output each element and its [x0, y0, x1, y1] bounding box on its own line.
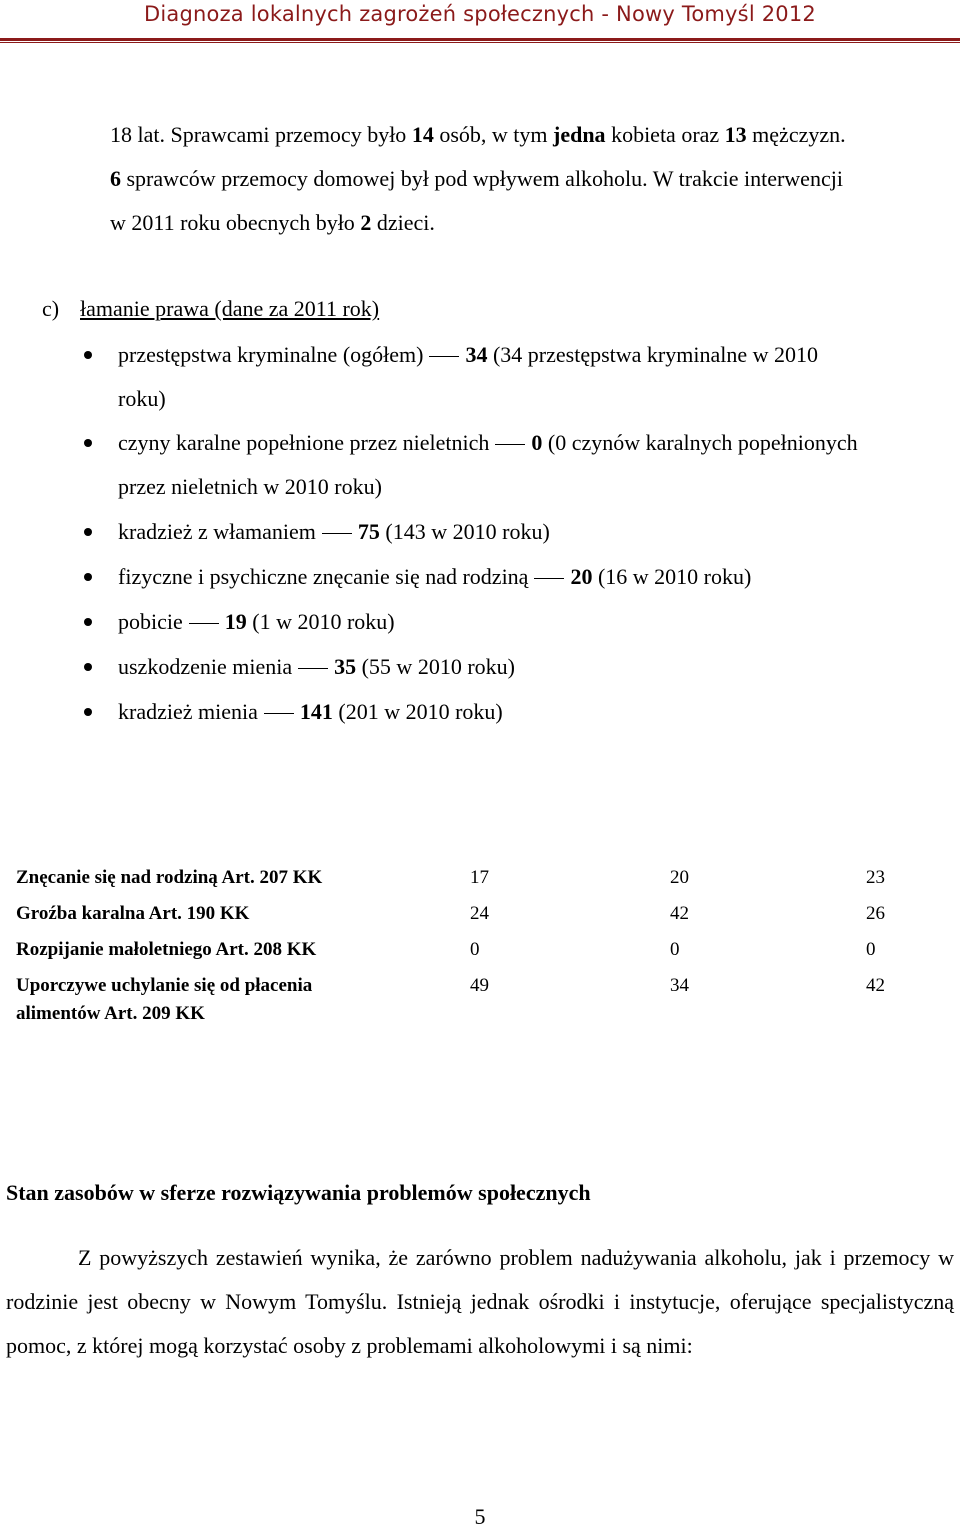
offences-table [16, 864, 885, 1028]
table-cell-value: 49 [470, 975, 489, 996]
table-cell-value: 42 [866, 975, 885, 996]
intro-line-2: 6 sprawców przemocy domowej był pod wpływem alkoholu. W trakcie interwencji [110, 166, 843, 191]
resources-heading: Stan zasobów w sferze rozwiązywania problemów społecznych [6, 1180, 591, 1205]
bullet-icon [84, 663, 92, 671]
list-item: kradzież mienia 141 (201 w 2010 roku) [118, 699, 503, 724]
table-cell-value: 42 [670, 903, 689, 924]
list-item: przestępstwa kryminalne (ogółem) 34 (34 przestępstwa kryminalne w 2010 [118, 342, 818, 367]
table-cell-value: 24 [470, 903, 489, 924]
table-cell-value: 0 [670, 939, 680, 960]
table-cell-name: Znęcanie się nad rodziną Art. 207 KK [16, 867, 323, 888]
intro-line-1: 18 lat. Sprawcami przemocy było 14 osób, w tym jedna kobieta oraz 13 mężczyzn. [110, 122, 846, 147]
page-header [0, 0, 960, 44]
list-item: fizyczne i psychiczne znęcanie się nad rodziną 20 (16 w 2010 roku) [118, 564, 752, 589]
table-cell-name: Rozpijanie małoletniego Art. 208 KK [16, 939, 317, 960]
list-item: kradzież z włamaniem 75 (143 w 2010 roku) [118, 519, 550, 544]
bullet-icon [84, 573, 92, 581]
table-cell-value: 34 [670, 975, 689, 996]
bullet-icon [84, 439, 92, 447]
list-item-continuation: roku) [118, 386, 166, 411]
resources-paragraph: Z powyższych zestawień wynika, że zarówno problem nadużywania alkoholu, jak i przemocy w rodzinie jest obecny w Nowym Tomyślu. Istnieją jednak ośrodki i instytucje, oferujące specjalistyczną pomoc, z której mogą korzystać osoby z problemami alkoholowymi i są nimi: [6, 1245, 954, 1358]
table-cell-value: 26 [866, 903, 885, 924]
table-cell-name: Groźba karalna Art. 190 KK [16, 903, 250, 924]
list-item-continuation: przez nieletnich w 2010 roku) [118, 474, 382, 499]
intro-line-3: w 2011 roku obecnych było 2 dzieci. [110, 210, 435, 235]
table-cell-name: Uporczywe uchylanie się od płacenia alimentów Art. 209 KK [16, 975, 313, 1024]
header-title: Diagnoza lokalnych zagrożeń społecznych - Nowy Tomyśl 2012 [144, 2, 816, 26]
bullet-icon [84, 708, 92, 716]
table-cell-value: 17 [470, 867, 489, 888]
bullet-icon [84, 351, 92, 359]
table-cell-value: 0 [866, 939, 876, 960]
table-row [16, 972, 885, 1028]
section-title: łamanie prawa (dane za 2011 rok) [80, 296, 380, 321]
header-rule-thin [0, 42, 960, 43]
list-item: pobicie 19 (1 w 2010 roku) [118, 609, 395, 634]
section-label: c) [42, 296, 60, 321]
bullet-icon [84, 618, 92, 626]
bullet-icon [84, 528, 92, 536]
table-row [16, 900, 885, 936]
list-item: uszkodzenie mienia 35 (55 w 2010 roku) [118, 654, 515, 679]
table-row [16, 864, 885, 900]
table-row [16, 936, 885, 972]
header-rule [0, 38, 960, 41]
table-cell-value: 20 [670, 867, 689, 888]
list-item: czyny karalne popełnione przez nieletnich 0 (0 czynów karalnych popełnionych [118, 430, 858, 455]
page-number: 5 [474, 1504, 486, 1529]
table-cell-value: 23 [866, 867, 885, 888]
section-c-heading [42, 298, 379, 320]
table-cell-value: 0 [470, 939, 480, 960]
